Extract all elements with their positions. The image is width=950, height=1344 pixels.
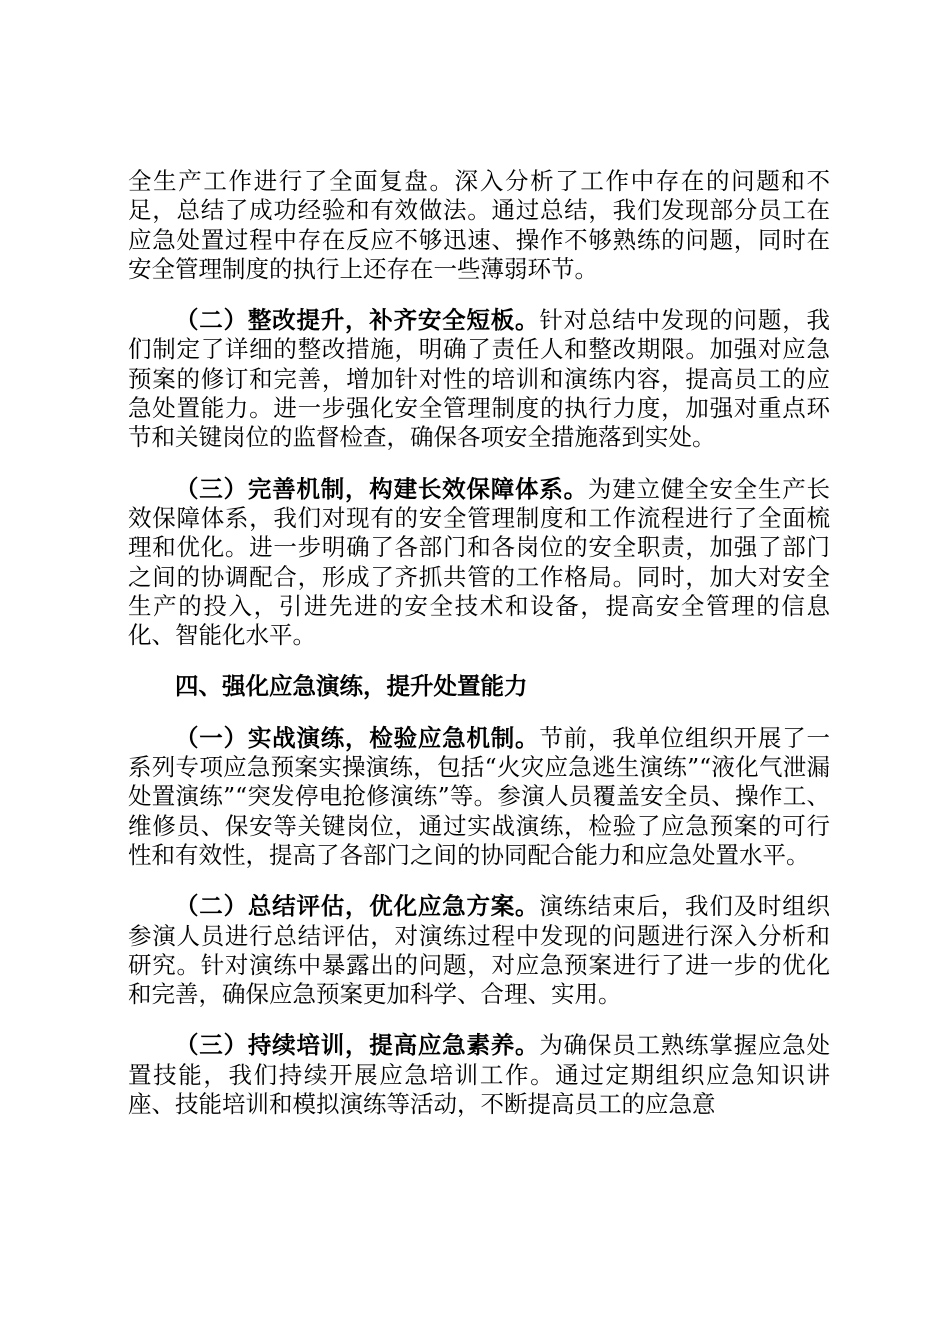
paragraph-lead: （三）完善机制，构建长效保障体系。: [175, 474, 588, 503]
paragraph-lead: （一）实战演练，检验应急机制。: [175, 723, 540, 752]
paragraph-training: [128, 1031, 830, 1119]
paragraph-rectification: [128, 306, 830, 452]
paragraph-body: 演练结束后，我们及时组织参演人员进行总结评估，对演练过程中发现的问题进行深入分析和研究。针对演练中暴露出的问题，对应急预案进行了进一步的优化和完善，确保应急预案更加科学、合理、实用。: [128, 892, 831, 1009]
paragraph-body: 节前，我单位组织开展了一系列专项应急预案实操演练，包括“火灾应急逃生演练”“液化气泄漏处置演练”“突发停电抢修演练”等。参演人员覆盖安全员、操作工、维修员、保安等关键岗位，通过实战演练，检验了应急预案的可行性和有效性，提高了各部门之间的协同配合能力和应急处置水平。: [128, 723, 831, 869]
paragraph-body: 为确保员工熟练掌握应急处置技能，我们持续开展应急培训工作。通过定期组织应急知识讲座、技能培训和模拟演练等活动，不断提高员工的应急意: [128, 1031, 831, 1119]
paragraph-lead: （二）整改提升，补齐安全短板。: [175, 306, 540, 335]
section-heading: 四、强化应急演练，提升处置能力: [175, 672, 528, 701]
paragraph-lead: （二）总结评估，优化应急方案。: [175, 892, 540, 921]
paragraph-body: 全生产工作进行了全面复盘。深入分析了工作中存在的问题和不足，总结了成功经验和有效做法。通过总结，我们发现部分员工在应急处置过程中存在反应不够迅速、操作不够熟练的问题，同时在安全管理制度的执行上还存在一些薄弱环节。: [128, 167, 830, 283]
paragraph-body: 为建立健全安全生产长效保障体系，我们对现有的安全管理制度和工作流程进行了全面梳理和优化。进一步明确了各部门和各岗位的安全职责，加强了部门之间的协调配合，形成了齐抓共管的工作格局。同时，加大对安全生产的投入，引进先进的安全技术和设备，提高安全管理的信息化、智能化水平。: [128, 474, 831, 650]
paragraph-evaluation: [128, 892, 830, 1009]
document-page: [128, 167, 830, 1119]
paragraph-body: 针对总结中发现的问题，我们制定了详细的整改措施，明确了责任人和整改期限。加强对应急预案的修订和完善，增加针对性的培训和演练内容，提高员工的应急处置能力。进一步强化安全管理制度的执行力度，加强对重点环节和关键岗位的监督检查，确保各项安全措施落到实处。: [128, 306, 831, 452]
paragraph-drill: [128, 724, 830, 870]
paragraph-mechanism: [128, 475, 830, 651]
paragraph-continued: [128, 167, 830, 284]
paragraph-lead: （三）持续培训，提高应急素养。: [175, 1031, 540, 1060]
